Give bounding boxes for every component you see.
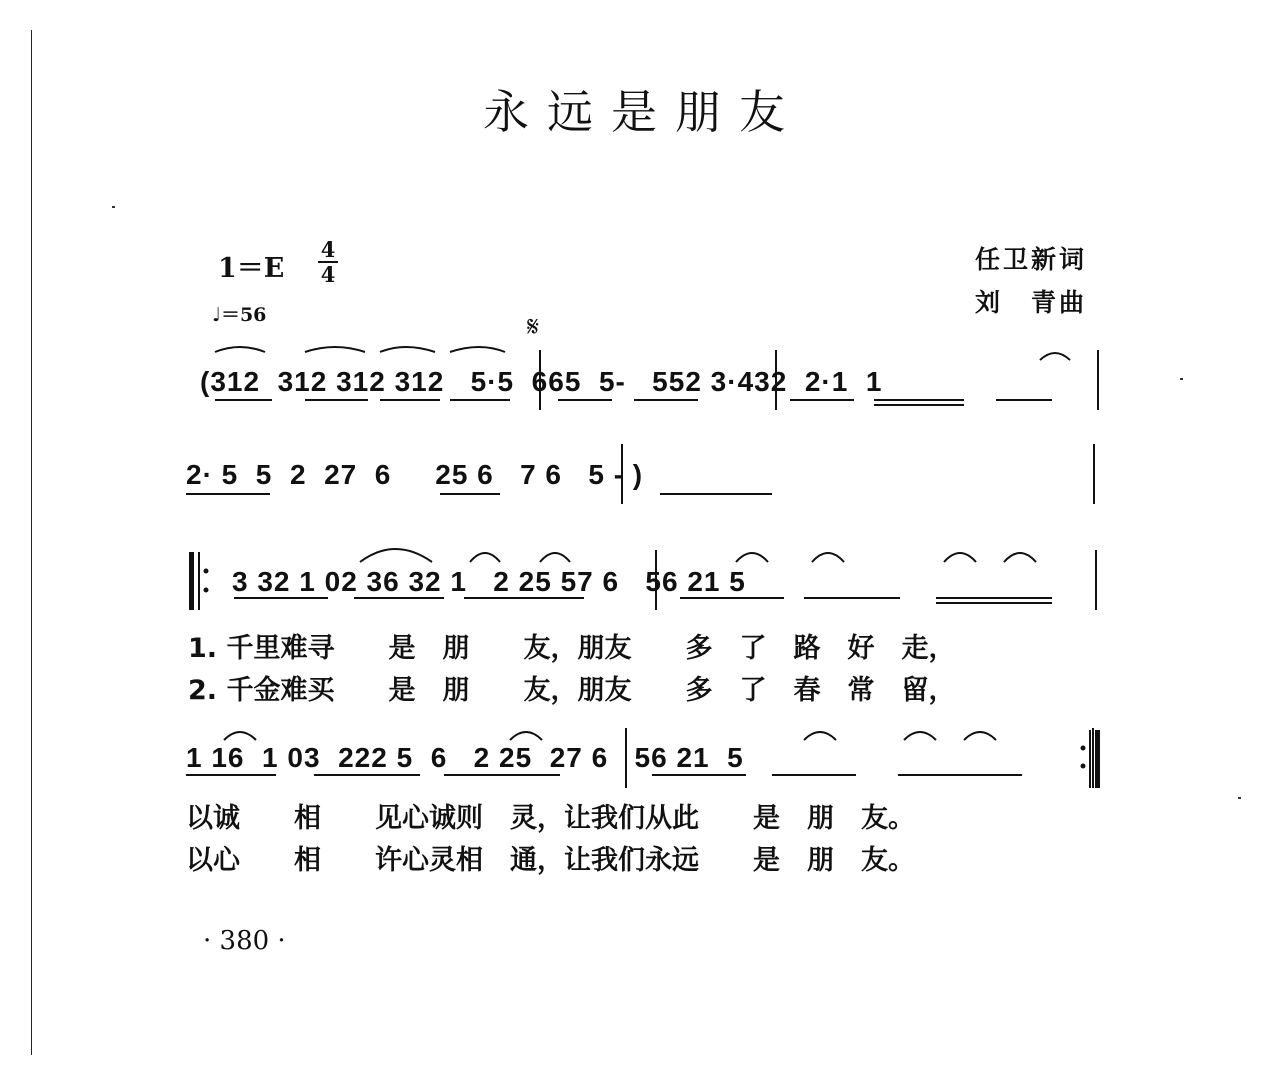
lyric-verse2-part1: 2. 千金难买 是 朋 友，朋友 多 了 春 常 留， xyxy=(188,675,956,706)
slur xyxy=(360,549,432,562)
slur xyxy=(540,553,570,562)
slur xyxy=(224,732,256,740)
slur xyxy=(964,732,996,740)
slur xyxy=(470,553,500,562)
slur xyxy=(904,732,936,740)
song-title: 永远是朋友 xyxy=(483,85,803,139)
page-number: · 380 · xyxy=(203,926,286,956)
notation-line-2: 2· 5 5 2 27 6 25 6 7 6 5 - ) xyxy=(186,459,644,490)
lyric-verse1-part1: 1. 千里难寻 是 朋 友，朋友 多 了 路 好 走， xyxy=(188,633,956,664)
lyricist-credit: 任卫新词 xyxy=(975,245,1088,274)
slur xyxy=(510,732,542,740)
triplet-slur xyxy=(450,347,505,352)
time-signature-top: 4 xyxy=(320,237,336,262)
time-signature-bottom: 4 xyxy=(320,262,336,287)
notation-line-1: (312 312 312 312 5·5 665 5- 552 3·432 2·1 1 xyxy=(200,366,883,397)
triplet-slur xyxy=(215,347,265,352)
lyric-verse2-part2: 以心 相 许心灵相 通，让我们永远 是 朋 友。 xyxy=(186,845,915,876)
slur xyxy=(736,553,768,562)
repeat-end xyxy=(1081,730,1101,788)
notation-line-4: 1 16 1 03 222 5 6 2 25 27 6 56 21 5 xyxy=(186,742,744,773)
slur xyxy=(804,732,836,740)
triplet-slur xyxy=(380,347,435,352)
slur xyxy=(1004,553,1036,562)
composer-credit: 刘 青曲 xyxy=(975,288,1088,317)
key-signature: 1＝E xyxy=(218,253,285,284)
lyric-verse1-part2: 以诚 相 见心诚则 灵，让我们从此 是 朋 友。 xyxy=(186,803,915,834)
segno-sign: 𝄋 xyxy=(527,310,540,343)
repeat-start xyxy=(189,552,209,610)
notation-line-3: 3 32 1 02 36 32 1 2 25 57 6 56 21 5 xyxy=(232,566,746,597)
tempo-marking: ♩＝56 xyxy=(212,304,267,326)
slur xyxy=(944,553,976,562)
slur xyxy=(1040,353,1070,360)
triplet-slur xyxy=(305,347,365,352)
slur xyxy=(812,553,844,562)
